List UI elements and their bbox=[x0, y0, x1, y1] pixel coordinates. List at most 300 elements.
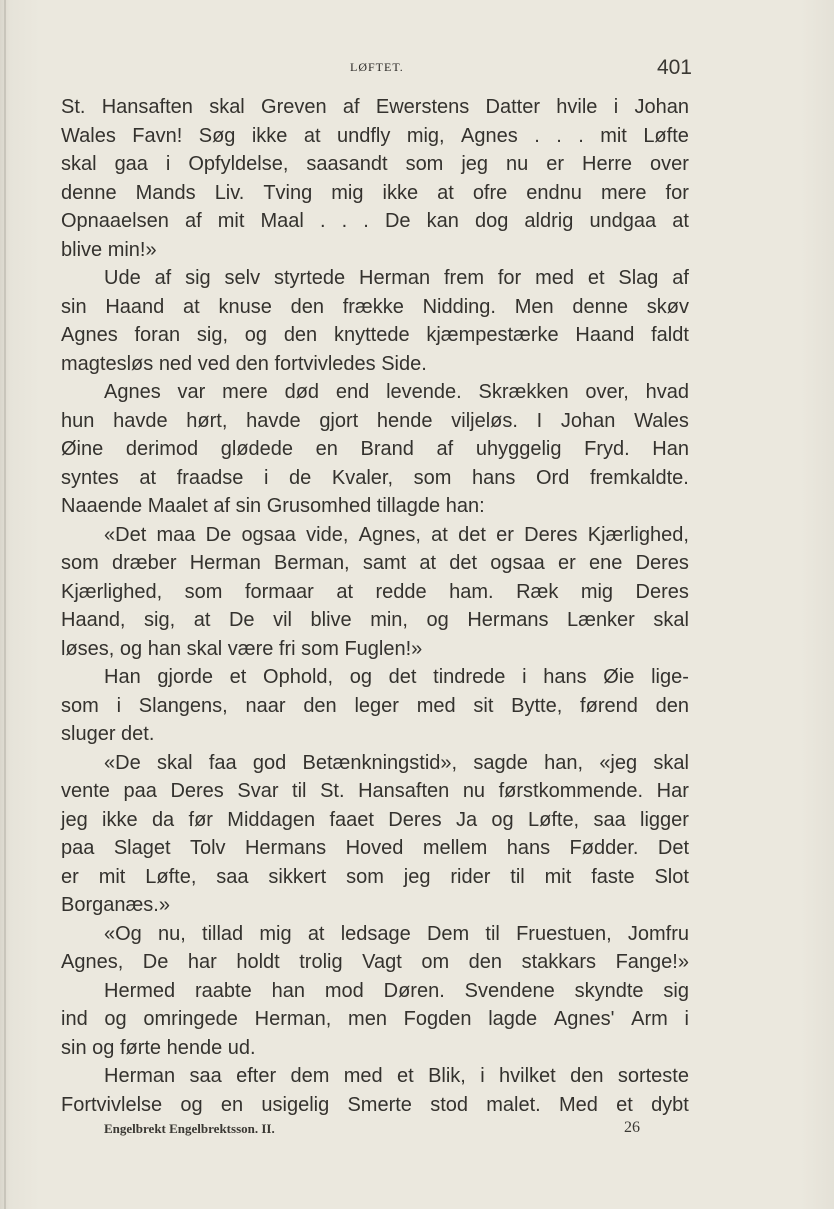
word: rider bbox=[450, 865, 491, 888]
word: I bbox=[536, 409, 543, 432]
word: Dem bbox=[426, 922, 470, 945]
text-line bbox=[61, 692, 689, 721]
word: syntes bbox=[61, 466, 119, 489]
text-line bbox=[61, 635, 689, 664]
page-footer bbox=[104, 1119, 664, 1143]
word: hvad bbox=[645, 381, 689, 403]
word: Agnes bbox=[461, 124, 518, 147]
word: Nidding. bbox=[422, 295, 496, 318]
word: frække bbox=[342, 295, 404, 318]
word: hørt, bbox=[186, 409, 228, 432]
word: Øie bbox=[603, 666, 635, 688]
word: skal bbox=[61, 153, 97, 175]
word: paa bbox=[61, 837, 95, 859]
word: af bbox=[154, 267, 172, 289]
word: den bbox=[303, 694, 337, 717]
word: end bbox=[335, 381, 370, 403]
word: endnu bbox=[526, 181, 582, 204]
text-line bbox=[61, 777, 689, 806]
word: er bbox=[557, 552, 576, 574]
text-line bbox=[61, 1034, 689, 1063]
word: Hermans bbox=[467, 609, 549, 631]
word: denne bbox=[61, 181, 117, 204]
word: da bbox=[151, 808, 175, 831]
word: Johan bbox=[634, 96, 689, 118]
word: Fuglen!» bbox=[344, 637, 423, 660]
word: «jeg bbox=[599, 751, 638, 774]
text-line bbox=[61, 749, 689, 778]
word: Slaget bbox=[113, 837, 171, 859]
word: Vagt bbox=[362, 951, 402, 973]
word: den bbox=[655, 694, 689, 717]
word: Haand bbox=[105, 295, 165, 318]
running-head: LØFTET. bbox=[350, 60, 404, 74]
word: Deres bbox=[635, 552, 689, 574]
word: styrtede bbox=[273, 267, 346, 289]
word: og bbox=[491, 808, 514, 831]
word: Ophold, bbox=[263, 666, 334, 688]
text-line bbox=[61, 122, 689, 151]
text-line bbox=[61, 1062, 689, 1091]
word: skal bbox=[156, 751, 193, 774]
printer-signature: Engelbrekt Engelbrektsson. II. bbox=[104, 1121, 275, 1136]
word: førte bbox=[119, 1036, 167, 1059]
text-line bbox=[61, 806, 689, 835]
word: Brand bbox=[360, 438, 414, 460]
word: Døren. bbox=[383, 979, 445, 1002]
word: god bbox=[252, 751, 287, 774]
text-line bbox=[61, 663, 689, 692]
word: faaet bbox=[329, 808, 374, 831]
word: af bbox=[342, 96, 360, 118]
word: leger bbox=[354, 694, 399, 717]
word: han: bbox=[445, 495, 485, 517]
word: hende bbox=[376, 409, 433, 432]
word: . bbox=[341, 210, 348, 232]
word: Haand bbox=[575, 324, 635, 346]
word: det. bbox=[121, 723, 155, 745]
word: af bbox=[213, 495, 236, 517]
word: hans bbox=[506, 837, 551, 859]
word: ved bbox=[197, 352, 236, 375]
word: i bbox=[522, 666, 527, 688]
word: ned bbox=[158, 352, 198, 375]
word: sin bbox=[235, 495, 267, 517]
word: hans bbox=[472, 466, 516, 489]
word: faste bbox=[591, 865, 635, 888]
word: og bbox=[426, 609, 449, 631]
word: fri bbox=[278, 637, 302, 660]
word: uhyggelig bbox=[475, 438, 562, 460]
word: sig bbox=[185, 267, 211, 289]
word: lagde bbox=[488, 1008, 538, 1030]
word: Betænkningstid», bbox=[302, 751, 458, 774]
word: skøv bbox=[646, 295, 689, 318]
word: Hansaften bbox=[101, 96, 193, 118]
word: ene bbox=[588, 552, 623, 574]
word: sin bbox=[61, 1036, 93, 1059]
word: skyndte bbox=[574, 979, 644, 1002]
word: Hansaften bbox=[358, 780, 450, 802]
word: den bbox=[570, 1065, 604, 1087]
word: for bbox=[665, 181, 689, 204]
word: min, bbox=[370, 609, 408, 631]
word: magtesløs bbox=[61, 352, 159, 375]
text-line bbox=[61, 464, 689, 493]
word: førend bbox=[580, 694, 638, 717]
word: at bbox=[336, 580, 354, 603]
word: af bbox=[672, 267, 689, 289]
word: ogsaa bbox=[241, 523, 296, 546]
text-line bbox=[61, 264, 689, 293]
word: hvilket bbox=[499, 1065, 556, 1087]
word: Kvaler, bbox=[331, 466, 394, 489]
word: stod bbox=[430, 1093, 468, 1116]
word: Herman bbox=[104, 1065, 176, 1087]
word: samt bbox=[362, 552, 407, 574]
text-line bbox=[61, 207, 689, 236]
word: . bbox=[534, 124, 540, 147]
word: De bbox=[205, 523, 232, 546]
word: «Det bbox=[104, 523, 147, 546]
word: jeg bbox=[403, 865, 431, 888]
word: Lænker bbox=[567, 609, 635, 631]
word: Løfte bbox=[643, 124, 689, 147]
word: Bytte, bbox=[511, 694, 563, 717]
word: havde bbox=[113, 409, 168, 432]
word: sikkert bbox=[268, 865, 327, 888]
word: til bbox=[510, 865, 525, 888]
text-line bbox=[61, 293, 689, 322]
word: Maal bbox=[260, 210, 304, 232]
word: Søg bbox=[198, 124, 236, 147]
word: den bbox=[468, 951, 503, 973]
word: Herre bbox=[582, 153, 633, 175]
word: sorteste bbox=[617, 1065, 689, 1087]
text-line bbox=[61, 435, 689, 464]
text-line bbox=[61, 891, 689, 920]
text-line bbox=[61, 321, 689, 350]
word: malet. bbox=[486, 1093, 541, 1116]
word: blive bbox=[61, 238, 108, 261]
word: Agnes bbox=[104, 381, 161, 403]
text-line bbox=[61, 521, 689, 550]
word: Skrækken bbox=[478, 381, 569, 403]
word: holdt bbox=[236, 951, 280, 973]
word: glødede bbox=[220, 438, 294, 460]
text-line bbox=[61, 1091, 689, 1120]
word: Haand, bbox=[61, 609, 126, 631]
word: mig bbox=[580, 580, 614, 603]
word: Agnes, bbox=[61, 951, 124, 973]
word: Med bbox=[558, 1093, 598, 1116]
word: at bbox=[303, 124, 321, 147]
word: nu, bbox=[158, 922, 186, 945]
text-line bbox=[61, 150, 689, 179]
word: og bbox=[244, 324, 268, 346]
word: . bbox=[556, 124, 562, 147]
word: saa bbox=[189, 1065, 222, 1087]
word: Slangens, bbox=[138, 694, 228, 717]
word: Tving bbox=[263, 181, 313, 204]
word: i bbox=[684, 1008, 689, 1030]
word: mod bbox=[324, 979, 364, 1002]
word: mere bbox=[600, 181, 647, 204]
word: Herman, bbox=[254, 1008, 332, 1030]
word: «De bbox=[104, 751, 141, 774]
word: hans bbox=[543, 666, 587, 688]
word: over bbox=[650, 153, 689, 175]
word: blive bbox=[310, 609, 352, 631]
word: en bbox=[220, 1093, 244, 1116]
word: den bbox=[290, 295, 324, 318]
word: som bbox=[413, 466, 452, 489]
word: Johan bbox=[560, 409, 616, 432]
word: omringede bbox=[143, 1008, 238, 1030]
word: Agnes' bbox=[553, 1008, 615, 1030]
body-text bbox=[61, 93, 689, 1119]
word: i bbox=[165, 153, 171, 175]
word: Arm bbox=[631, 1008, 668, 1030]
word: gjorde bbox=[157, 666, 213, 688]
word: Ord bbox=[536, 466, 570, 489]
word: knyttede bbox=[333, 324, 410, 346]
word: sit bbox=[473, 694, 494, 717]
word: Herman bbox=[359, 267, 431, 289]
word: Hermed bbox=[104, 979, 176, 1002]
word: ogsaa bbox=[490, 552, 545, 574]
word: undgaa bbox=[589, 210, 657, 232]
word: saa bbox=[216, 865, 249, 888]
word: viljeløs. bbox=[451, 409, 518, 432]
word: med bbox=[535, 267, 574, 289]
word: St. bbox=[61, 96, 86, 118]
word: paa bbox=[123, 780, 157, 802]
word: redde bbox=[375, 580, 427, 603]
word: Men bbox=[514, 295, 554, 318]
word: saa bbox=[593, 808, 626, 831]
word: Fogden bbox=[403, 1008, 472, 1030]
word: ham. bbox=[449, 580, 494, 603]
word: i bbox=[480, 1065, 485, 1087]
word: trolig bbox=[299, 951, 343, 973]
word: Ræk bbox=[516, 580, 559, 603]
word: de bbox=[289, 466, 312, 489]
text-line bbox=[61, 720, 689, 749]
word: vil bbox=[273, 609, 292, 631]
word: at bbox=[307, 922, 325, 945]
word: Fødder. bbox=[569, 837, 639, 859]
text-line bbox=[61, 407, 689, 436]
word: et bbox=[397, 1065, 414, 1087]
word: et bbox=[229, 666, 247, 688]
text-line bbox=[61, 93, 689, 122]
word: som bbox=[346, 865, 384, 888]
word: Deres bbox=[524, 523, 578, 546]
word: at bbox=[139, 466, 157, 489]
word: mere bbox=[222, 381, 268, 403]
word: Fange!» bbox=[615, 951, 689, 973]
word: i bbox=[613, 96, 619, 118]
word: og bbox=[104, 1008, 127, 1030]
word: Maalet bbox=[147, 495, 214, 517]
word: vide, bbox=[306, 523, 349, 546]
word: maa bbox=[156, 523, 196, 546]
word: gjort bbox=[319, 409, 359, 432]
word: Deres bbox=[635, 580, 689, 603]
word: Det bbox=[657, 837, 689, 859]
word: førstkommende. bbox=[498, 780, 644, 802]
word: frem bbox=[444, 267, 484, 289]
word: Blik, bbox=[428, 1065, 466, 1087]
word: han bbox=[147, 637, 187, 660]
word: sin bbox=[61, 295, 87, 318]
word: Slag bbox=[618, 267, 659, 289]
word: er bbox=[61, 865, 79, 888]
word: Agnes, bbox=[358, 523, 421, 546]
word: De bbox=[228, 609, 255, 631]
word: mit bbox=[600, 124, 627, 147]
word: levende. bbox=[386, 381, 462, 403]
word: for bbox=[497, 267, 522, 289]
word: og bbox=[119, 637, 148, 660]
word: sig bbox=[663, 979, 689, 1002]
word: jeg bbox=[461, 153, 489, 175]
word: som bbox=[405, 153, 444, 175]
word: som bbox=[61, 552, 99, 574]
word: af bbox=[436, 438, 454, 460]
word: tillad bbox=[202, 922, 244, 945]
page-binding-edge bbox=[4, 0, 6, 1209]
sheet-number: 26 bbox=[624, 1119, 640, 1136]
word: hvile bbox=[556, 96, 598, 118]
word: Deres bbox=[388, 808, 442, 831]
text-line bbox=[61, 948, 689, 977]
word: Hoved bbox=[345, 837, 404, 859]
word: var bbox=[177, 381, 206, 403]
word: om bbox=[421, 951, 450, 973]
word: at bbox=[431, 523, 448, 546]
word: kjæmpestærke bbox=[426, 324, 559, 346]
word: naar bbox=[245, 694, 286, 717]
word: er bbox=[496, 523, 514, 546]
word: som bbox=[301, 637, 345, 660]
word: aldrig bbox=[524, 210, 574, 232]
word: Løfte, bbox=[527, 808, 580, 831]
word: Herman bbox=[189, 552, 261, 574]
word: Han bbox=[104, 666, 141, 688]
word: den bbox=[235, 352, 275, 375]
word: jeg bbox=[61, 808, 88, 831]
word: og bbox=[349, 666, 372, 688]
word: Ude bbox=[104, 267, 141, 289]
word: ikke bbox=[382, 181, 419, 204]
word: til bbox=[485, 922, 500, 945]
word: undfly bbox=[337, 124, 391, 147]
word: ligger bbox=[640, 808, 689, 831]
word: hende bbox=[166, 1036, 228, 1059]
word: Favn! bbox=[132, 124, 183, 147]
word: det bbox=[388, 666, 417, 688]
word: Jomfru bbox=[627, 922, 689, 945]
text-line bbox=[61, 920, 689, 949]
word: han bbox=[271, 979, 305, 1002]
word: er bbox=[546, 153, 565, 175]
word: Tolv bbox=[189, 837, 226, 859]
word: Han bbox=[652, 438, 689, 460]
word: være bbox=[227, 637, 279, 660]
word: Ja bbox=[455, 808, 478, 831]
word: faa bbox=[208, 751, 237, 774]
word: at bbox=[419, 552, 437, 574]
word: De bbox=[384, 210, 411, 232]
text-line bbox=[61, 236, 689, 265]
word: faldt bbox=[651, 324, 689, 346]
word: han, bbox=[544, 751, 584, 774]
word: saasandt bbox=[306, 153, 388, 175]
word: fraadse bbox=[176, 466, 244, 489]
word: Svar bbox=[237, 780, 279, 802]
word: som bbox=[184, 580, 223, 603]
word: at bbox=[183, 295, 200, 318]
word: at bbox=[672, 210, 689, 232]
word: Grusomhed bbox=[266, 495, 377, 517]
word: fremkaldte. bbox=[589, 466, 689, 489]
word: Kjærlighed, bbox=[587, 523, 689, 546]
word: havde bbox=[246, 409, 301, 432]
text-line bbox=[61, 834, 689, 863]
word: sig, bbox=[144, 609, 176, 631]
word: mig bbox=[259, 922, 292, 945]
text-line bbox=[61, 492, 689, 521]
word: over, bbox=[585, 381, 629, 403]
word: usigelig bbox=[261, 1093, 330, 1116]
text-line bbox=[61, 378, 689, 407]
page-header bbox=[60, 56, 700, 86]
word: Deres bbox=[170, 780, 224, 802]
word: Fryd. bbox=[584, 438, 630, 460]
word: raabte bbox=[195, 979, 252, 1002]
word: selv bbox=[224, 267, 261, 289]
word: mit bbox=[217, 210, 245, 232]
word: fortvivledes bbox=[274, 352, 382, 375]
word: Wales bbox=[634, 409, 689, 432]
word: ikke bbox=[251, 124, 288, 147]
word: og bbox=[180, 1093, 203, 1116]
word: St. bbox=[320, 780, 345, 802]
word: skal bbox=[653, 751, 689, 774]
word: Side. bbox=[381, 352, 427, 375]
word: min!» bbox=[107, 238, 157, 261]
word: Smerte bbox=[347, 1093, 412, 1116]
word: mit bbox=[98, 865, 126, 888]
word: ind bbox=[61, 1008, 88, 1030]
word: Wales bbox=[61, 124, 116, 147]
word: tindrede bbox=[433, 666, 506, 688]
word: den bbox=[283, 324, 318, 346]
word: skal bbox=[653, 609, 689, 631]
word: som bbox=[61, 694, 99, 717]
word: skal bbox=[186, 637, 228, 660]
word: hun bbox=[61, 409, 95, 432]
text-line bbox=[61, 977, 689, 1006]
word: dybt bbox=[651, 1093, 689, 1116]
page-number: 401 bbox=[656, 56, 692, 79]
text-line bbox=[61, 606, 689, 635]
word: dræber bbox=[112, 552, 177, 574]
word: Slot bbox=[654, 865, 689, 888]
word: foran bbox=[134, 324, 181, 346]
